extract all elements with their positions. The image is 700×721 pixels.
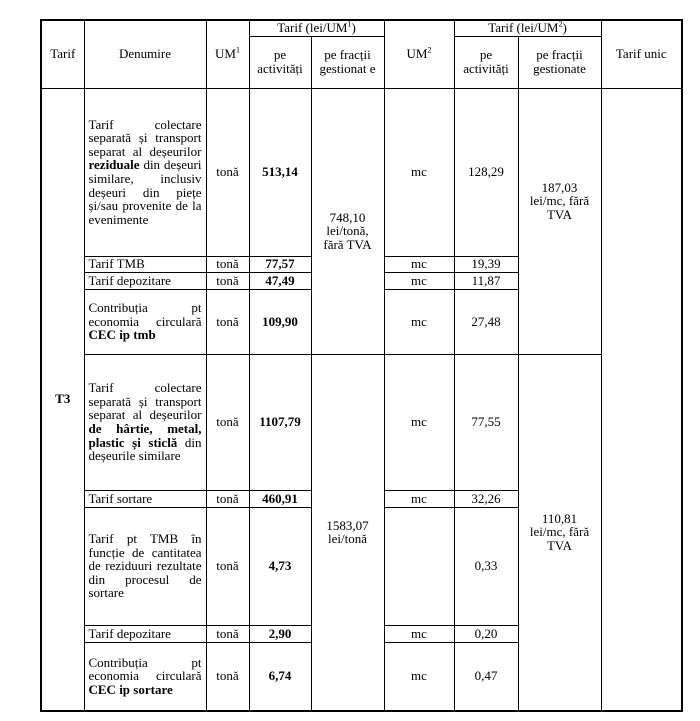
tarif-code: T3 (41, 88, 84, 711)
denumire-text: Tarif pt TMB în funcție de cantitatea de reziduuri rezultate din procesul de sortare (88, 531, 202, 601)
activity-tariff-um1: 2,90 (249, 625, 311, 642)
activity-tariff-um2: 0,20 (454, 625, 518, 642)
denumire-cell (84, 88, 206, 256)
header-tarif-unic: Tarif unic (601, 20, 682, 88)
activity-tariff-um2: 32,26 (454, 490, 518, 507)
um2-cell: mc (384, 289, 454, 354)
header-pe-activitati-um2: pe activități (454, 36, 518, 88)
tarif-unic-cell (601, 88, 682, 711)
activity-tariff-um2: 11,87 (454, 272, 518, 289)
denumire-cell (84, 354, 206, 490)
um2-cell (384, 507, 454, 625)
denumire-text: din deșeurile similare (88, 434, 202, 464)
um1-cell: tonă (206, 490, 249, 507)
um1-cell: tonă (206, 256, 249, 272)
um1-cell: tonă (206, 88, 249, 256)
um1-cell: tonă (206, 354, 249, 490)
header-tarif-um2: Tarif $(lei/UM^2)$ (454, 20, 601, 36)
fraction-tariff-um1: 1583,07 lei/tonă (311, 354, 384, 711)
denumire-text: Tarif depozitare (88, 625, 171, 641)
denumire-text: Tarif colectare separată și transport separat al deșeurilor (88, 116, 202, 159)
activity-tariff-um2: 0,33 (454, 507, 518, 625)
activity-tariff-um1: 513,14 (249, 88, 311, 256)
header-tarif: Tarif (41, 20, 84, 88)
denumire-cell (84, 272, 206, 289)
um2-cell: mc (384, 272, 454, 289)
denumire-cell (84, 625, 206, 642)
activity-tariff-um1: 47,49 (249, 272, 311, 289)
um1-cell: tonă (206, 289, 249, 354)
fraction-tariff-um1: 748,10 lei/tonă, fără TVA (311, 88, 384, 354)
um2-cell: mc (384, 354, 454, 490)
table-row (41, 88, 682, 256)
activity-tariff-um1: 109,90 (249, 289, 311, 354)
denumire-cell (84, 256, 206, 272)
header-tarif-um1: Tarif $(lei/UM^1)$ (249, 20, 384, 36)
fraction-tariff-um2: 187,03 lei/mc, fără TVA (518, 88, 601, 354)
denumire-text: Contribuția pt economia circulară (88, 654, 202, 684)
um2-cell: mc (384, 256, 454, 272)
denumire-text: CEC ip tmb (88, 327, 156, 343)
denumire-text: Tarif colectare separată și transport separat al deșeurilor (88, 380, 202, 423)
activity-tariff-um1: 1107,79 (249, 354, 311, 490)
denumire-text: Tarif sortare (88, 490, 153, 506)
denumire-text: de hârtie, metal, plastic și sticlă (88, 421, 202, 450)
activity-tariff-um2: 128,29 (454, 88, 518, 256)
denumire-cell (84, 490, 206, 507)
um2-cell: mc (384, 490, 454, 507)
denumire-cell (84, 507, 206, 625)
header-pe-fractii-um1: pe fracții gestionat e (311, 36, 384, 88)
tariff-table (40, 19, 683, 712)
um1-cell: tonă (206, 272, 249, 289)
um1-cell: tonă (206, 507, 249, 625)
um1-cell: tonă (206, 642, 249, 711)
um2-cell: mc (384, 625, 454, 642)
activity-tariff-um2: 27,48 (454, 289, 518, 354)
activity-tariff-um1: 460,91 (249, 490, 311, 507)
activity-tariff-um1: 77,57 (249, 256, 311, 272)
table-row (41, 354, 682, 490)
denumire-text: CEC ip sortare (88, 682, 173, 698)
um2-cell: mc (384, 88, 454, 256)
activity-tariff-um2: 19,39 (454, 256, 518, 272)
fraction-tariff-um2: 110,81 lei/mc, fără TVA (518, 354, 601, 711)
denumire-text: reziduale (88, 157, 140, 173)
header-pe-fractii-um2: pe fracții gestionate (518, 36, 601, 88)
activity-tariff-um2: 77,55 (454, 354, 518, 490)
header-denumire: Denumire (84, 20, 206, 88)
activity-tariff-um1: 4,73 (249, 507, 311, 625)
denumire-text: Tarif TMB (88, 256, 145, 272)
header-pe-activitati-um1: pe activități (249, 36, 311, 88)
um1-cell: tonă (206, 625, 249, 642)
activity-tariff-um1: 6,74 (249, 642, 311, 711)
denumire-text: Tarif depozitare (88, 272, 171, 288)
activity-tariff-um2: 0,47 (454, 642, 518, 711)
denumire-text: din deșeuri similare, inclusiv deșeuri din piețe și/sau provenite de la evenimente (88, 157, 202, 227)
um2-cell: mc (384, 642, 454, 711)
denumire-cell (84, 289, 206, 354)
header-um2: $UM^2$ (384, 20, 454, 88)
denumire-text: Contribuția pt economia circulară (88, 300, 202, 329)
header-um1: $UM^1$ (206, 20, 249, 88)
denumire-cell (84, 642, 206, 711)
